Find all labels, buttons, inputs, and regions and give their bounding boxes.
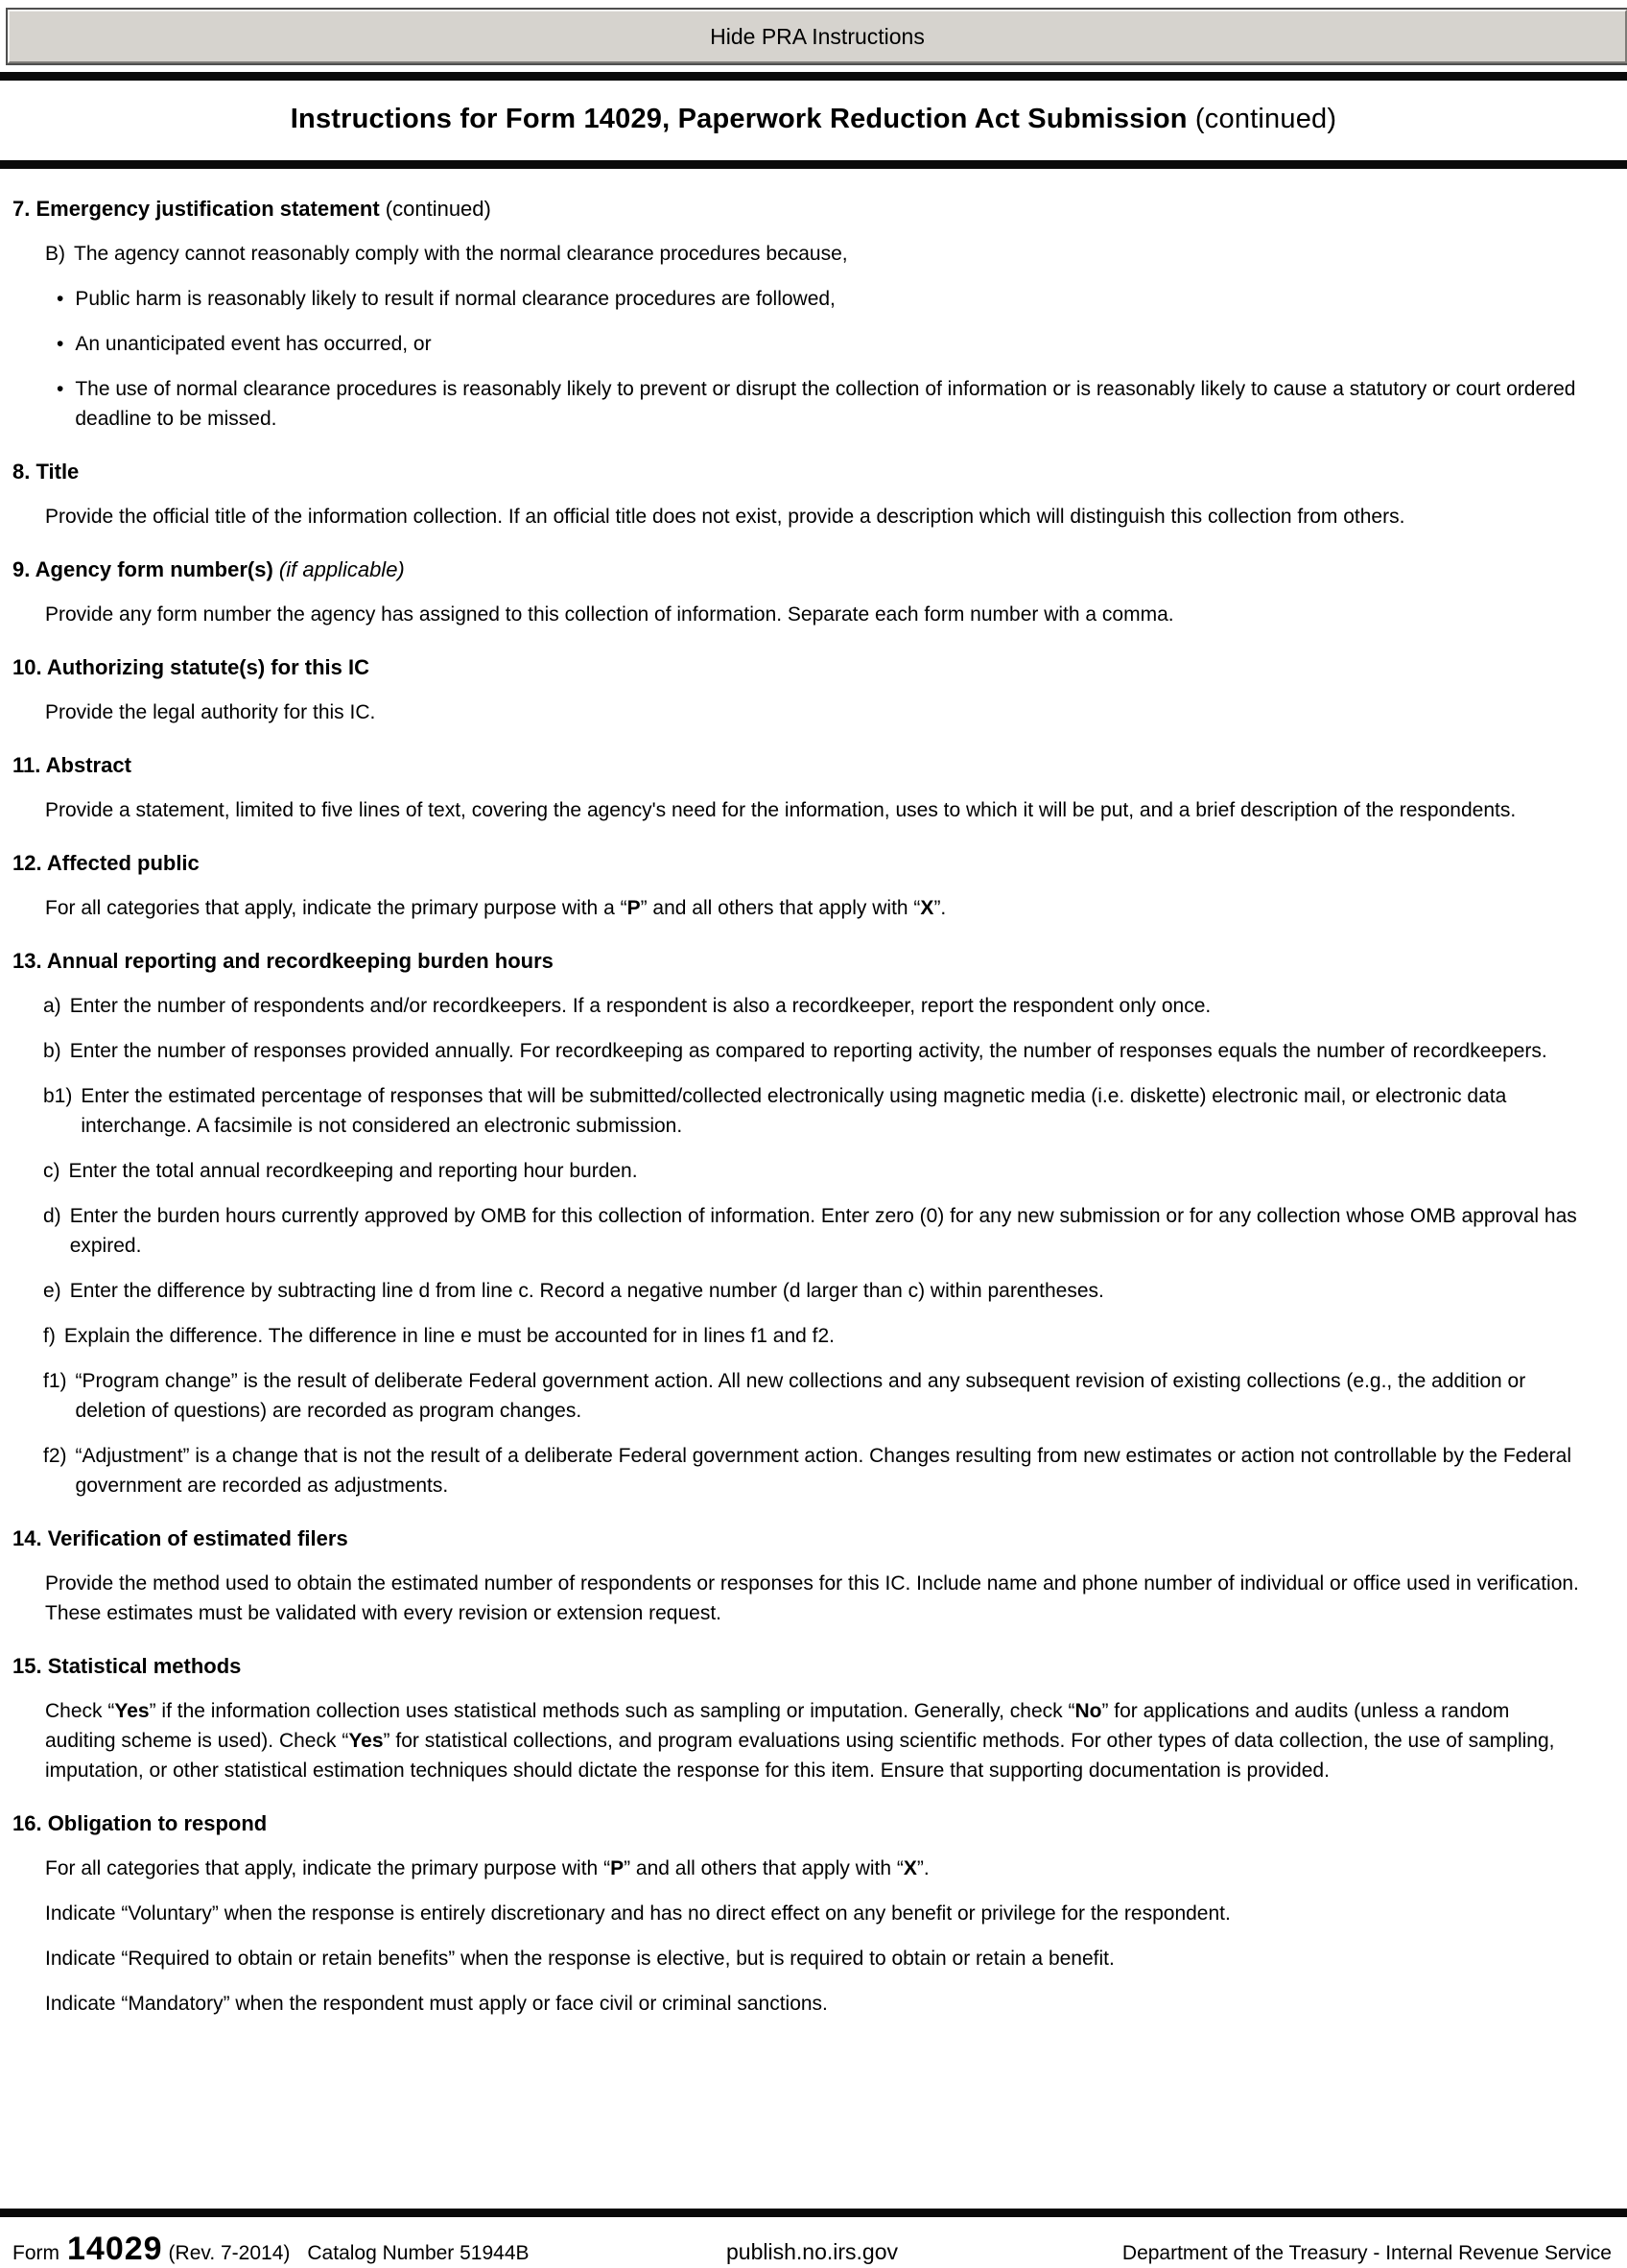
item-label: b1) — [43, 1085, 73, 1107]
item-label: d) — [43, 1205, 61, 1227]
clause-label: B) — [45, 243, 65, 265]
section-9-text: Provide any form number the agency has assigned to this collection of information. Separate each form number with a comma. — [45, 603, 1174, 626]
section-8-heading: 8. Title — [12, 460, 80, 484]
text-segment: Check “ — [45, 1700, 115, 1722]
section-10-heading: 10. Authorizing statute(s) for this IC — [12, 655, 369, 679]
section-10-text: Provide the legal authority for this IC. — [45, 701, 376, 723]
item-label: f2) — [43, 1445, 67, 1467]
footer-form-id — [12, 2231, 726, 2268]
page-title-continued: (continued) — [1187, 104, 1337, 134]
instructions-body — [0, 169, 1627, 2034]
burden-item-d — [43, 1201, 1579, 1261]
burden-item-e — [43, 1276, 1579, 1306]
item-label: c) — [43, 1160, 60, 1182]
bullet-icon: • — [57, 333, 64, 355]
item-text: “Adjustment” is a change that is not the result of a deliberate Federal government action. Changes resulting from new estimates or action not controllable by the Federal government are recorded as adjustments. — [75, 1445, 1572, 1497]
burden-item-f2 — [43, 1441, 1579, 1500]
section-7-clause-b — [45, 239, 1579, 269]
section-11-heading: 11. Abstract — [12, 753, 131, 777]
section-14-heading: 14. Verification of estimated filers — [12, 1526, 348, 1550]
item-label: b) — [43, 1040, 61, 1062]
section-14-text: Provide the method used to obtain the estimated number of respondents or responses for this IC. Include name and phone number of individual or office used in verification. These estimates must be validated with every revision or extension request. — [45, 1572, 1579, 1624]
section-16-text-1 — [45, 1854, 1579, 1883]
text-segment: For all categories that apply, indicate the primary purpose with a “ — [45, 897, 627, 919]
burden-item-b — [43, 1036, 1579, 1066]
section-8-text: Provide the official title of the information collection. If an official title does not exist, provide a description which will distinguish this collection from others. — [45, 506, 1405, 528]
footer-catalog-number: Catalog Number 51944B — [307, 2242, 530, 2264]
item-text: Explain the difference. The difference in line e must be accounted for in lines f1 and f2. — [63, 1325, 836, 1347]
bullet-item — [57, 374, 1579, 434]
section-7-heading-text: 7. Emergency justification statement — [12, 197, 380, 221]
emphasis-x: X — [903, 1857, 917, 1879]
section-15-heading: 15. Statistical methods — [12, 1654, 242, 1678]
section-16-text-3: Indicate “Required to obtain or retain benefits” when the response is elective, but is required to obtain or retain a benefit. — [45, 1948, 1115, 1970]
item-label: f1) — [43, 1370, 67, 1392]
bullet-icon: • — [57, 288, 64, 310]
section-12-heading: 12. Affected public — [12, 851, 200, 875]
burden-item-a — [43, 991, 1579, 1021]
bullet-icon: • — [57, 378, 64, 400]
footer-form-number: 14029 — [67, 2231, 163, 2267]
section-16-text-4: Indicate “Mandatory” when the respondent must apply or face civil or criminal sanctions. — [45, 1993, 828, 2015]
page-title-main: Instructions for Form 14029, Paperwork Reduction Act Submission — [290, 104, 1188, 134]
header-top-divider — [0, 72, 1627, 81]
item-text: Enter the number of respondents and/or recordkeepers. If a respondent is also a recordkeeper, report the respondent only once. — [69, 995, 1212, 1017]
section-11-text: Provide a statement, limited to five lines of text, covering the agency's need for the information, uses to which it will be put, and a brief description of the respondents. — [45, 799, 1517, 821]
section-16-heading: 16. Obligation to respond — [12, 1811, 268, 1835]
burden-item-c — [43, 1156, 1579, 1186]
item-text: Enter the burden hours currently approved by OMB for this collection of information. Enter zero (0) for any new submission or for any collection whose OMB approval has expired. — [69, 1205, 1577, 1257]
section-7-heading — [12, 194, 1579, 224]
burden-item-f — [43, 1321, 1579, 1351]
emphasis-yes: Yes — [348, 1730, 384, 1752]
item-label: f) — [43, 1325, 56, 1347]
section-9-heading-text: 9. Agency form number(s) — [12, 557, 273, 581]
section-12-text — [45, 893, 1579, 923]
text-segment: ” for statistical collections, and program evaluations using scientific methods. For other types of data collection, the use of sampling, imputation, or other statistical estimation techniques should dictate the response for this item. Ensure that supporting documentation is provided. — [45, 1730, 1555, 1782]
bullet-text: The use of normal clearance procedures is reasonably likely to prevent or disrupt the collection of information or is reasonably likely to cause a statutory or court ordered deadline to be missed. — [75, 378, 1576, 430]
burden-item-f1 — [43, 1366, 1579, 1426]
text-segment: ” and all others that apply with “ — [640, 897, 921, 919]
item-text: Enter the difference by subtracting line d from line c. Record a negative number (d larger than c) within parentheses. — [69, 1280, 1104, 1302]
bullet-item — [57, 284, 1579, 314]
clause-text: The agency cannot reasonably comply with the normal clearance procedures because, — [74, 243, 848, 265]
text-segment: ”. — [916, 1857, 930, 1879]
section-9-heading-qualifier: (if applicable) — [272, 557, 405, 581]
emphasis-no: No — [1074, 1700, 1102, 1722]
footer-website: publish.no.irs.gov — [726, 2239, 898, 2264]
footer-form-word: Form — [12, 2242, 59, 2264]
section-9-heading — [12, 555, 1579, 584]
bullet-item — [57, 329, 1579, 359]
text-segment: For all categories that apply, indicate the primary purpose with “ — [45, 1857, 611, 1879]
emphasis-p: P — [626, 897, 641, 919]
footer-divider — [0, 2209, 1627, 2217]
text-segment: ” and all others that apply with “ — [624, 1857, 904, 1879]
emphasis-p: P — [610, 1857, 625, 1879]
item-text: Enter the estimated percentage of responses that will be submitted/collected electronically using magnetic media (i.e. diskette) electronic mail, or electronic data interchange. A facsimile is not considered an electronic submission. — [81, 1085, 1507, 1137]
section-15-text — [45, 1696, 1579, 1785]
page-title — [0, 104, 1627, 135]
text-segment: ” if the information collection uses statistical methods such as sampling or imputation. Generally, check “ — [149, 1700, 1075, 1722]
emphasis-yes: Yes — [114, 1700, 150, 1722]
item-label: e) — [43, 1280, 61, 1302]
item-text: Enter the number of responses provided annually. For recordkeeping as compared to reporting activity, the number of responses equals the number of recordkeepers. — [69, 1040, 1547, 1062]
item-text: “Program change” is the result of deliberate Federal government action. All new collections and any subsequent revision of existing collections (e.g., the addition or deletion of questions) are recorded as program changes. — [75, 1370, 1526, 1422]
section-16-text-2: Indicate “Voluntary” when the response is entirely discretionary and has no direct effect on any benefit or privilege for the respondent. — [45, 1902, 1231, 1925]
text-segment: ” for applications and audits (unless a random auditing scheme is used). Check “ — [45, 1700, 1510, 1752]
bullet-text: Public harm is reasonably likely to result if normal clearance procedures are followed, — [75, 288, 836, 310]
item-text: Enter the total annual recordkeeping and reporting hour burden. — [68, 1160, 638, 1182]
text-segment: ”. — [933, 897, 947, 919]
page-footer — [0, 2209, 1627, 2268]
bullet-text: An unanticipated event has occurred, or — [75, 333, 432, 355]
section-7-heading-continued: (continued) — [379, 197, 491, 221]
header-bottom-divider — [0, 160, 1627, 169]
emphasis-x: X — [920, 897, 934, 919]
burden-item-b1 — [43, 1081, 1579, 1141]
hide-pra-instructions-button[interactable]: Hide PRA Instructions — [8, 10, 1627, 63]
footer-agency: Department of the Treasury - Internal Revenue Service — [1121, 2242, 1612, 2264]
section-13-heading: 13. Annual reporting and recordkeeping burden hours — [12, 949, 554, 973]
item-label: a) — [43, 995, 61, 1017]
footer-revision: (Rev. 7-2014) — [168, 2242, 291, 2264]
